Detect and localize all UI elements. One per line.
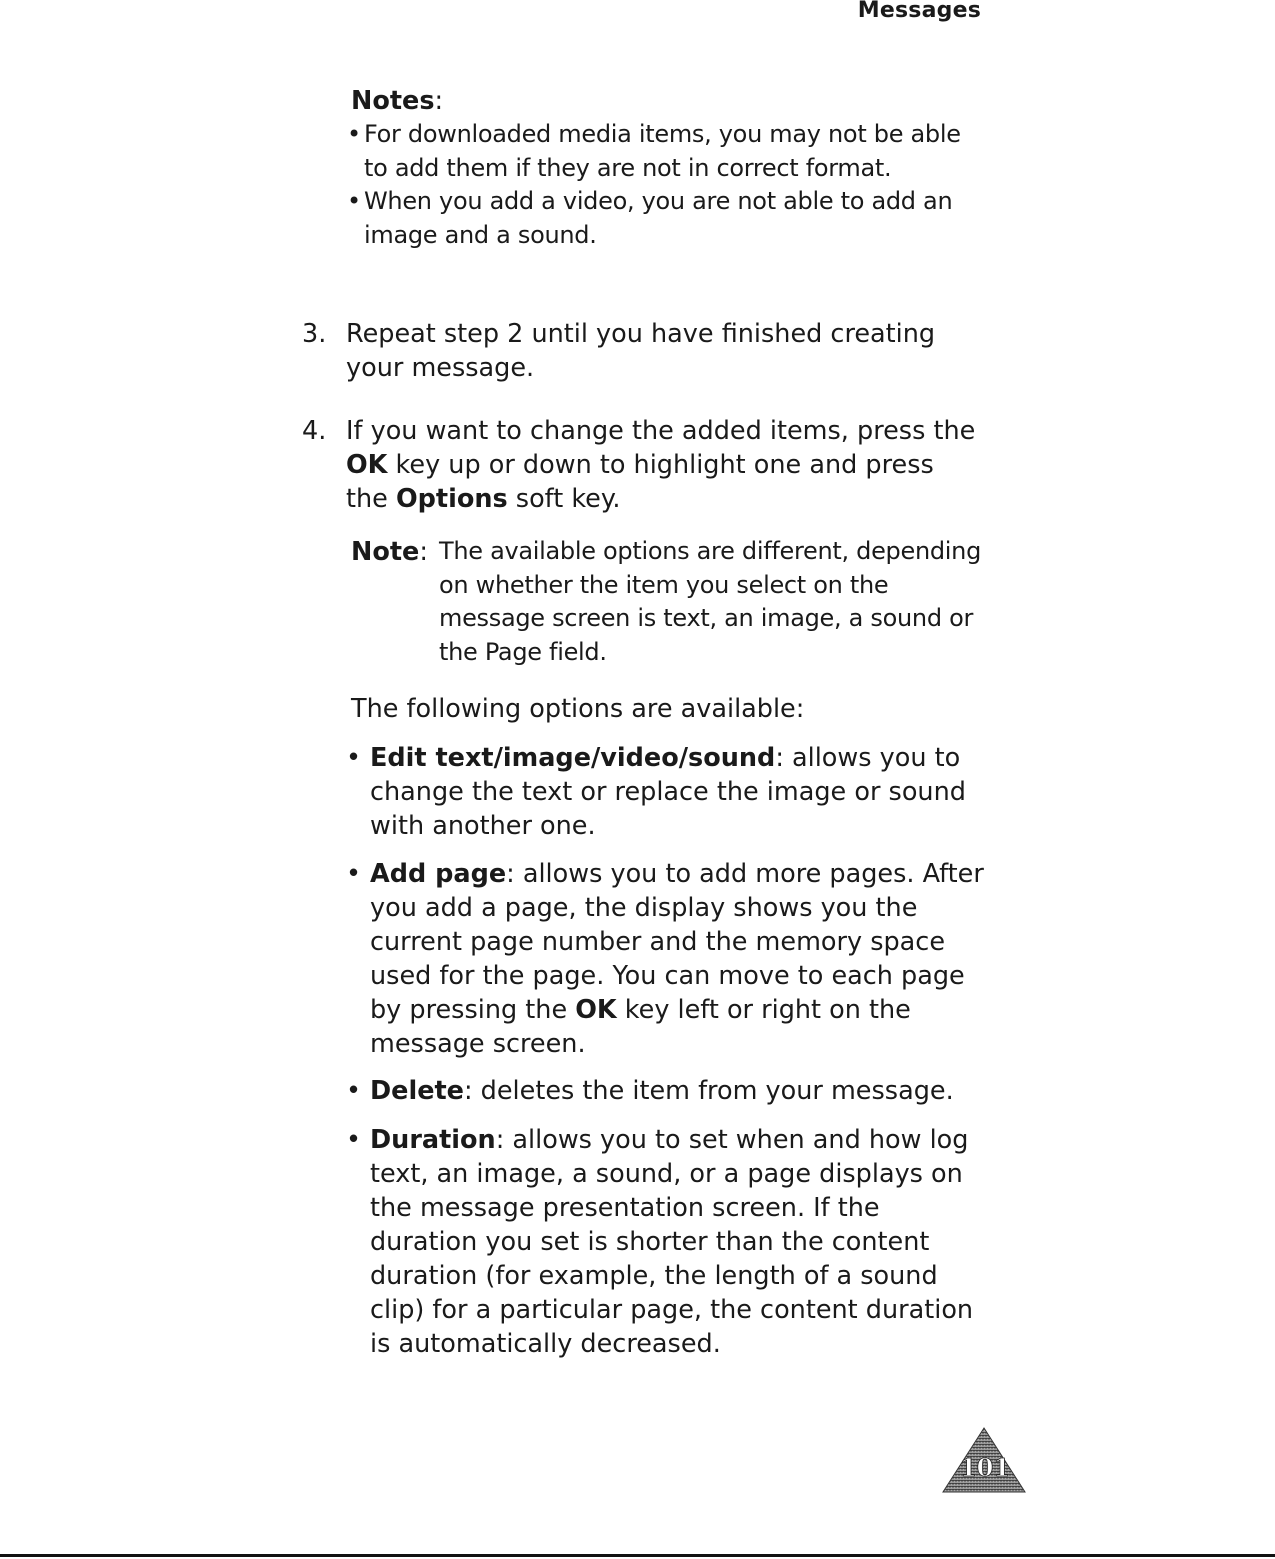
step-text: [346, 414, 982, 516]
ok-key-label: OK: [575, 995, 617, 1025]
option-desc: : allows you to add more pages. After you add a page, the display shows you the current page number and the memory space used for the page. You can move to each page by pressing the: [370, 859, 984, 1025]
step-3: [302, 317, 982, 385]
option-item: [346, 1123, 986, 1361]
option-desc: : allows you to set when and how log text, an image, a sound, or a page displays on the message presentation screen. If the duration you set is shorter than the content duration (for example, the length of a sound clip) for a particular page, the content duration is automatically decreased.: [370, 1125, 974, 1359]
bullet-icon: •: [346, 1125, 362, 1155]
option-desc: : deletes the item from your message.: [463, 1076, 954, 1106]
page-number-badge: [941, 1426, 1027, 1496]
options-intro: The following options are available:: [351, 694, 805, 724]
options-key-label: Options: [395, 484, 508, 514]
note-block: [351, 535, 991, 669]
notes-item-text: For downloaded media items, you may not be able to add them if they are not in correct format.: [364, 120, 961, 182]
step-text: Repeat step 2 until you have finished creating your message.: [346, 319, 936, 383]
step-text-part: If you want to change the added items, press the: [346, 416, 976, 446]
page-number: 101: [959, 1453, 1011, 1482]
note-colon: :: [419, 537, 428, 567]
note-text: The available options are different, depending on whether the item you select on the message screen is text, an image, a sound or the Page field.: [439, 537, 981, 666]
notes-item: [347, 118, 991, 185]
notes-title: Notes: [351, 86, 435, 116]
step-text-part: key up or down to highlight one and press the: [346, 450, 934, 514]
step-number: 4.: [302, 416, 327, 446]
bullet-icon: •: [347, 187, 361, 215]
option-term: Add page: [370, 859, 507, 889]
option-desc: key left or right on the message screen.: [370, 995, 911, 1059]
option-term: Delete: [370, 1076, 464, 1106]
option-item: [346, 1074, 986, 1108]
bullet-icon: •: [347, 120, 361, 148]
notes-item: [347, 185, 991, 252]
notes-item-text: When you add a video, you are not able to add an image and a sound.: [364, 187, 953, 249]
step-4: [302, 414, 982, 516]
option-term: Duration: [370, 1125, 496, 1155]
bullet-icon: •: [346, 859, 362, 889]
notes-block: [347, 84, 991, 252]
option-desc: : allows you to change the text or replace the image or sound with another one.: [370, 743, 966, 841]
bullet-icon: •: [346, 1076, 362, 1106]
running-header: Messages: [857, 0, 981, 23]
step-text-part: soft key.: [507, 484, 621, 514]
option-item: [346, 857, 986, 1061]
step-number: 3.: [302, 319, 327, 349]
bottom-rule: [0, 1554, 1275, 1557]
ok-key-label: OK: [346, 450, 388, 480]
notes-colon: :: [434, 86, 444, 116]
bullet-icon: •: [346, 743, 362, 773]
option-item: [346, 741, 986, 843]
option-term: Edit text/image/video/sound: [370, 743, 776, 773]
note-label: Note: [351, 537, 420, 567]
